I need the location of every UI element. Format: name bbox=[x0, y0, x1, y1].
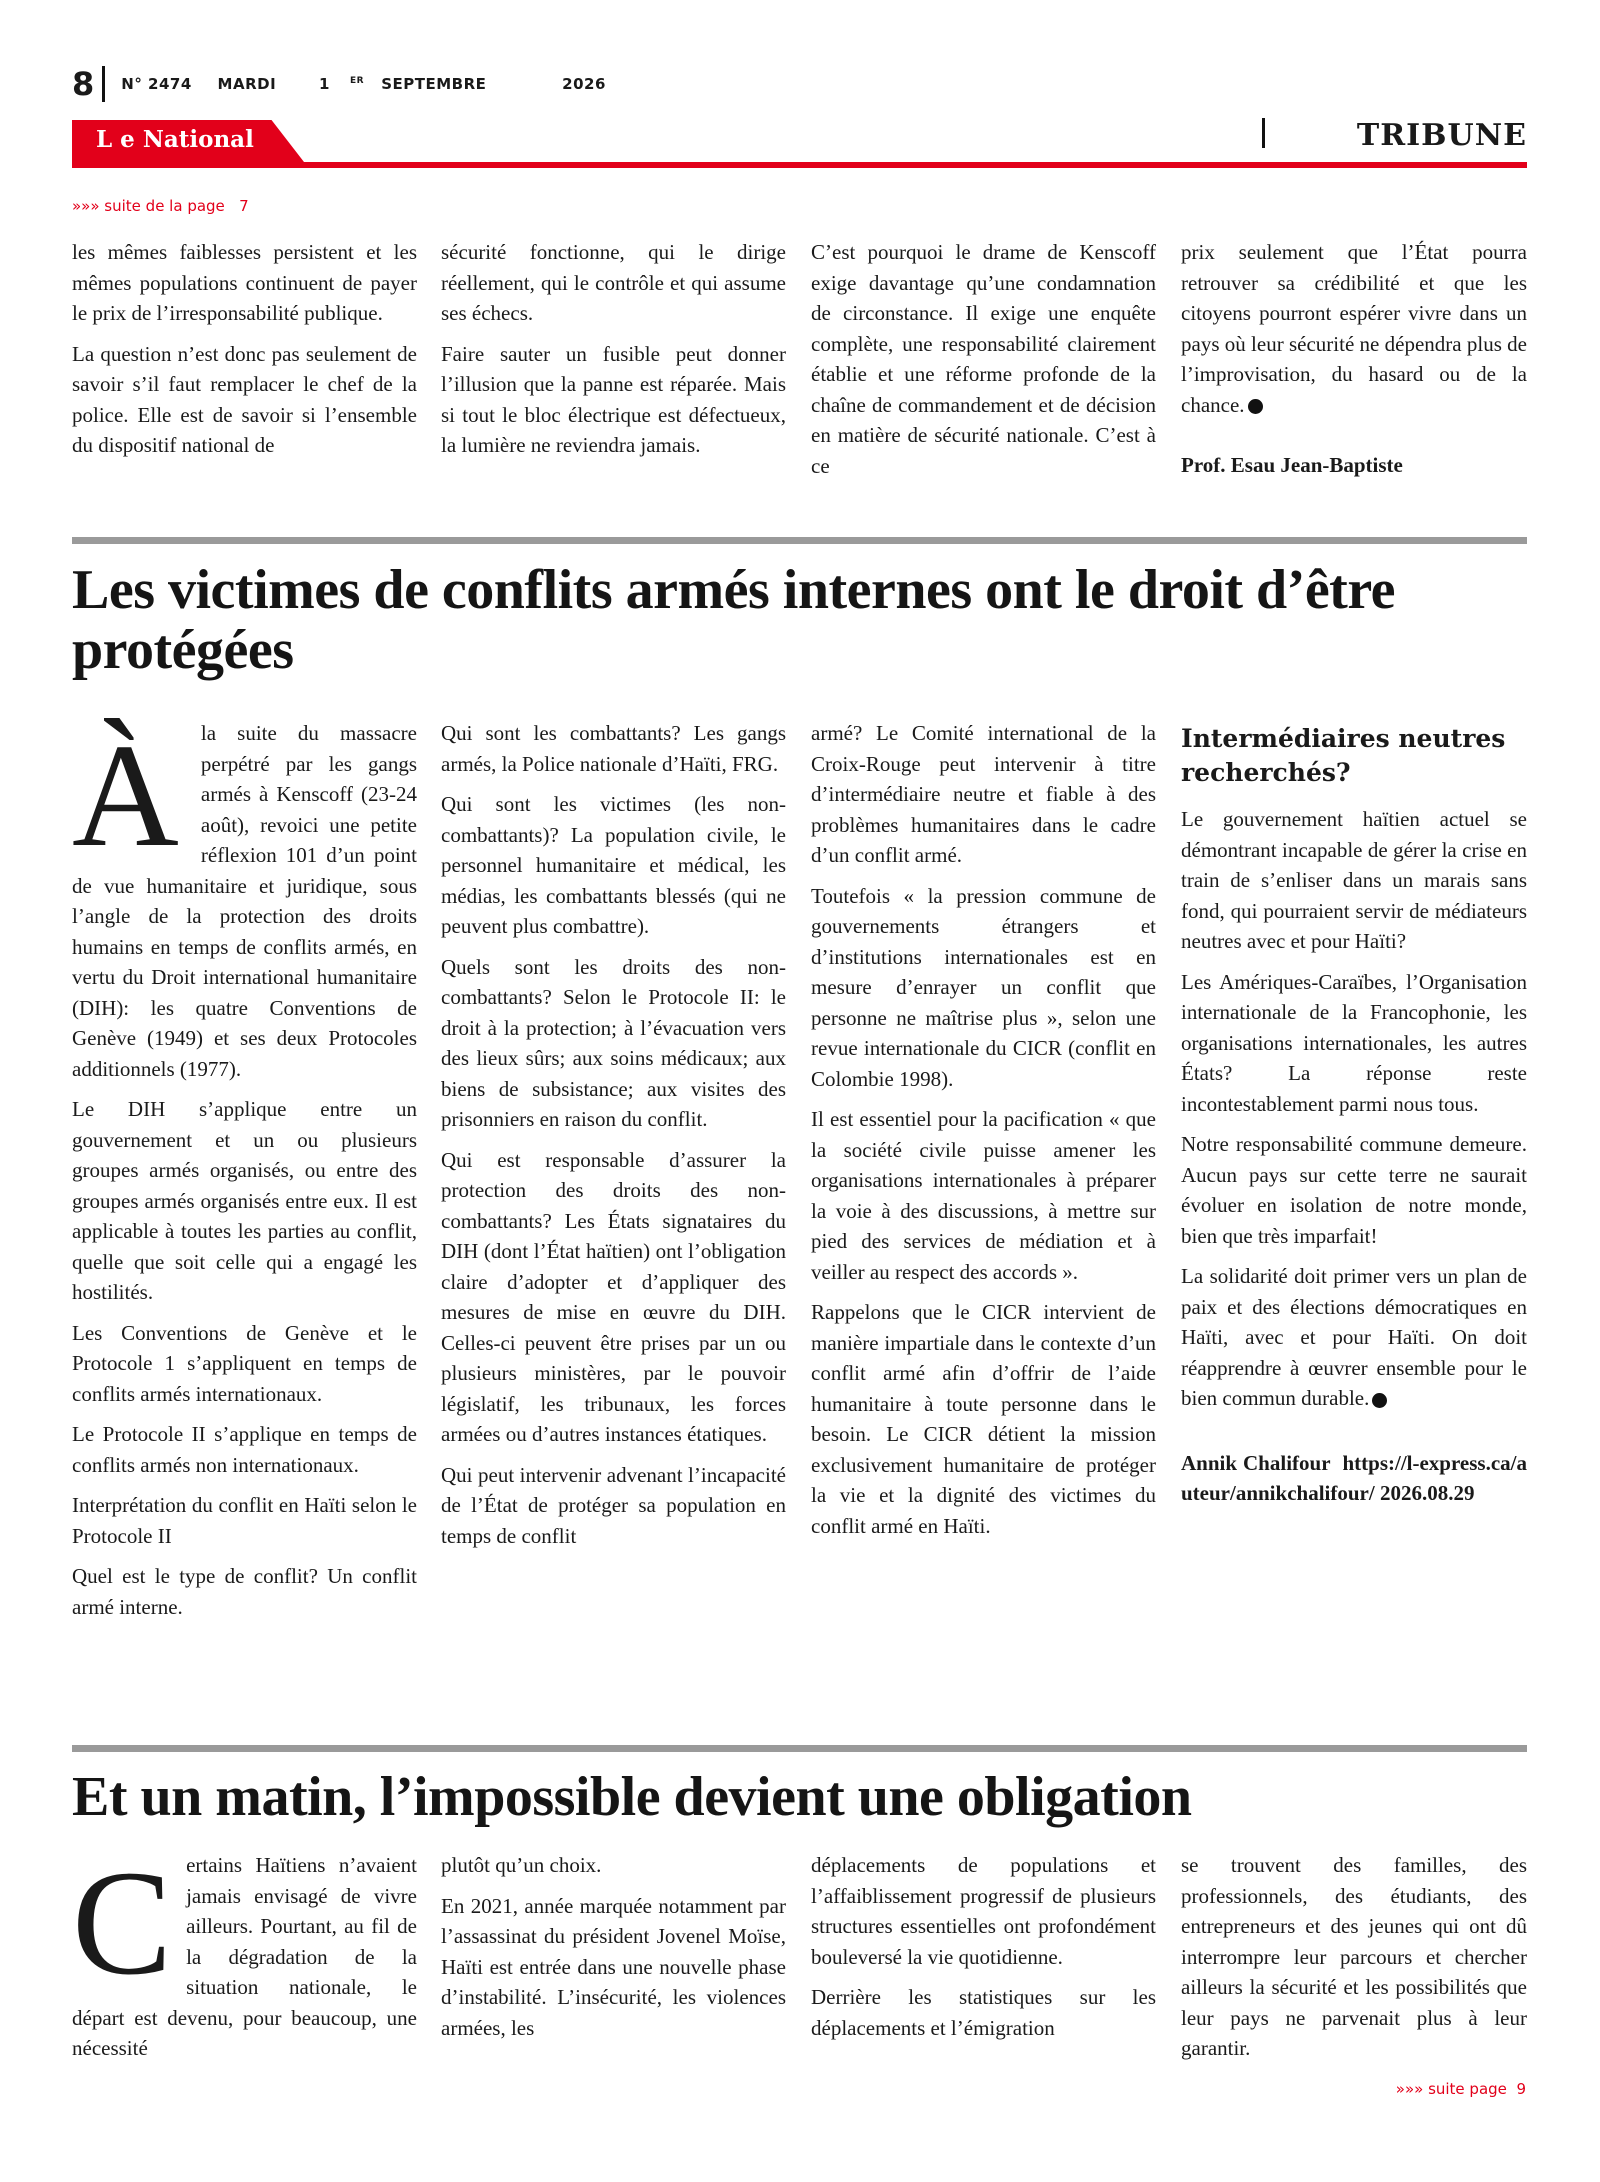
issue-number: N° 2474 bbox=[121, 75, 192, 93]
byline bbox=[1181, 1448, 1527, 1509]
continued-from bbox=[72, 197, 249, 215]
paragraph-text: prix seulement que l’État pourra retrouver sa crédibilité et que les citoyens pourront espérer vivre dans un pays où leur sécurité ne dépendra plus de l’improvisation, du hasard ou de la chance. bbox=[1181, 240, 1527, 417]
continued-from-page: 7 bbox=[239, 197, 249, 215]
page-number: 8 bbox=[72, 65, 95, 103]
date-day: 1 bbox=[319, 75, 330, 93]
section-title: TRIBUNE bbox=[1356, 118, 1527, 153]
headline: Les victimes de conflits armés internes ont le droit d’être protégées bbox=[72, 559, 1396, 681]
paragraph: armé? Le Comité international de la Croix-Rouge peut intervenir à titre d’intermédiaire neutre et fiable à des problèmes humanitaires dans le cadre d’un conflit armé. bbox=[811, 721, 1156, 867]
end-mark-icon bbox=[1372, 1393, 1387, 1408]
header-rule bbox=[72, 162, 1527, 168]
paragraph: Les Conventions de Genève et le Protocole 1 s’appliquent en temps de conflits armés internationaux. bbox=[72, 1320, 417, 1406]
paragraph: Derrière les statistiques sur les déplacements et l’émigration bbox=[811, 1985, 1156, 2040]
drop-cap: C bbox=[72, 1840, 173, 2006]
paragraph-text: la suite du massacre perpétré par les gangs armés à Kenscoff (23-24 août), revoici une petite réflexion 101 d’un point de vue humanitaire et juridique, sous l’angle de la protection des droits humains en temps de conflits armés, en vertu du Droit international humanitaire (DIH): les quatre Conventions de Genève (1949) et ses deux Protocoles additionnels (1977). bbox=[72, 721, 417, 1081]
date-year: 2026 bbox=[562, 75, 606, 93]
paragraph: Le gouvernement haïtien actuel se démontrant incapable de gérer la crise en train de s’enliser dans un marais sans fond, qui pourraient servir de médiateurs neutres avec et pour Haïti? bbox=[1181, 807, 1527, 953]
section-divider bbox=[1262, 118, 1265, 148]
paragraph: Interprétation du conflit en Haïti selon le Protocole II bbox=[72, 1493, 417, 1548]
article2-column-2 bbox=[441, 718, 786, 1561]
paragraph bbox=[1181, 237, 1527, 420]
author-name: Annik Chalifour bbox=[1181, 1450, 1331, 1475]
headline: Et un matin, l’impossible devient une obligation bbox=[72, 1766, 1192, 1828]
article3-column-2 bbox=[441, 1850, 786, 2053]
paragraph: Le DIH s’applique entre un gouvernement et un ou plusieurs groupes armés organisés, ou entre des groupes armés organisés entre eux. Il est applicable à toutes les parties au conflit, quelle que soit celle qui a engagé les hostilités. bbox=[72, 1097, 417, 1304]
paragraph: se trouvent des familles, des professionnels, des étudiants, des entrepreneurs et des jeunes qui ont dû interrompre leur parcours et chercher ailleurs la sécurité et les possibilités que leur pays ne parvenait plus à leur garantir. bbox=[1181, 1853, 1527, 2060]
article1-column-3 bbox=[811, 237, 1156, 491]
author-url[interactable]: https://l-express.ca/auteur/annikchalifour/ bbox=[1181, 1450, 1528, 1505]
article2-column-4 bbox=[1181, 722, 1527, 1519]
paragraph: Rappelons que le CICR intervient de manière impartiale dans le contexte d’un conflit armé afin d’offrir de l’aide humanitaire à toute personne dans le besoin. Le CICR détient la mission exclusivement humanitaire de protéger la vie et la dignité des victimes du conflit armé en Haïti. bbox=[811, 1300, 1156, 1538]
paragraph: les mêmes faiblesses persistent et les mêmes populations continuent de payer le prix de l’irresponsabilité publique. bbox=[72, 240, 417, 325]
date-month: SEPTEMBRE bbox=[381, 75, 487, 93]
paragraph bbox=[72, 1840, 417, 2064]
continued-to-page: 9 bbox=[1516, 2080, 1526, 2098]
byline: Prof. Esau Jean-Baptiste bbox=[1181, 453, 1403, 477]
brand-logo: L e National bbox=[96, 126, 254, 153]
date-weekday: MARDI bbox=[217, 75, 277, 93]
paragraph: En 2021, année marquée notamment par l’assassinat du président Jovenel Moïse, Haïti est entrée dans une nouvelle phase d’instabilité. L’insécurité, les violences armées, les bbox=[441, 1893, 786, 2040]
continued-to-label: »»» suite page bbox=[1395, 2080, 1507, 2098]
continued-to[interactable] bbox=[1396, 2080, 1526, 2098]
article1-column-1 bbox=[72, 237, 417, 471]
paragraph: déplacements de populations et l’affaiblissement progressif de plusieurs structures essentielles ont profondément bouleversé la vie quotidienne. bbox=[811, 1853, 1156, 1969]
paragraph bbox=[1181, 1261, 1527, 1414]
paragraph: Toutefois « la pression commune de gouvernements étrangers et d’institutions internationales est en mesure d’enrayer un conflit que personne ne maîtrise plus », selon une revue internationale du CICR (conflit en Colombie 1998). bbox=[811, 883, 1156, 1091]
issue-info bbox=[121, 75, 626, 93]
paragraph: Qui sont les victimes (les non-combattants)? La population civile, le personnel humanitaire et médical, les médias, les combattants blessés (qui ne peuvent plus combattre). bbox=[441, 792, 786, 938]
date bbox=[218, 75, 507, 93]
paragraph: plutôt qu’un choix. bbox=[441, 1853, 602, 1877]
author-date: 2026.08.29 bbox=[1379, 1481, 1475, 1505]
article-separator bbox=[72, 537, 1527, 544]
paragraph: La question n’est donc pas seulement de savoir s’il faut remplacer le chef de la police. Elle est de savoir si l’ensemble du dispositif national de bbox=[72, 341, 417, 457]
folio-divider bbox=[102, 66, 105, 102]
article1-column-4 bbox=[1181, 237, 1527, 491]
paragraph: Qui est responsable d’assurer la protection des droits des non-combattants? Les États signataires du DIH (dont l’État haïtien) ont l’obligation claire d’adopter et d’appliquer des mesures de mise en œuvre du DIH. Celles-ci peuvent être prises par un ou plusieurs ministères, par le pouvoir législatif, les tribunaux, les forces armées ou d’autres instances étatiques. bbox=[441, 1147, 786, 1446]
paragraph: Il est essentiel pour la pacification « que la société civile puisse amener les organisations internationales à préparer la voie à des discussions, à mettre sur pied des services de médiation et à veiller au respect des accords ». bbox=[811, 1107, 1156, 1284]
paragraph-text: ertains Haïtiens n’avaient jamais envisagé de vivre ailleurs. Pourtant, au fil de la dégradation de la situation nationale, le départ est devenu, pour beaucoup, une nécessité bbox=[72, 1853, 417, 2060]
continued-from-label: »»» suite de la page bbox=[72, 197, 225, 215]
article1-column-2 bbox=[441, 237, 786, 471]
article2-column-3 bbox=[811, 718, 1156, 1551]
paragraph-text: La solidarité doit primer vers un plan de paix et des élections démocratiques en Haïti, avec et pour Haïti. On doit réapprendre à œuvrer ensemble pour le bien commun durable. bbox=[1181, 1264, 1527, 1410]
paragraph bbox=[72, 714, 417, 1084]
paragraph: Quel est le type de conflit? Un conflit armé interne. bbox=[72, 1564, 417, 1619]
article3-column-4 bbox=[1181, 1850, 1527, 2074]
date-day-suffix: ER bbox=[349, 76, 365, 86]
paragraph: Les Amériques-Caraïbes, l’Organisation internationale de la Francophonie, les organisations internationales, les autres États? La réponse reste incontestablement parmi nous tous. bbox=[1181, 969, 1527, 1116]
article-separator bbox=[72, 1745, 1527, 1752]
paragraph: Le Protocole II s’applique en temps de conflits armés non internationaux. bbox=[72, 1422, 417, 1477]
article3-column-1 bbox=[72, 1840, 417, 2074]
end-mark-icon bbox=[1248, 399, 1263, 414]
paragraph: Qui sont les combattants? Les gangs armés, la Police nationale d’Haïti, FRG. bbox=[441, 721, 786, 776]
paragraph: Qui peut intervenir advenant l’incapacité de l’État de protéger sa population en temps de conflit bbox=[441, 1462, 786, 1548]
subheading: Intermédiaires neutres recherchés? bbox=[1181, 724, 1506, 787]
article2-column-1 bbox=[72, 714, 417, 1632]
masthead-strip bbox=[72, 118, 1527, 168]
paragraph: Faire sauter un fusible peut donner l’illusion que la panne est réparée. Mais si tout le bloc électrique est défectueux, la lumière ne reviendra jamais. bbox=[441, 341, 786, 457]
drop-cap: À bbox=[72, 714, 179, 878]
paragraph: sécurité fonctionne, qui le dirige réellement, qui le contrôle et qui assume ses échecs. bbox=[441, 240, 786, 325]
paragraph: Quels sont les droits des non-combattants? Selon le Protocole II: le droit à la protection; à l’évacuation vers des lieux sûrs; aux soins médicaux; aux biens de subsistance; aux visites des prisonniers en raison du conflit. bbox=[441, 954, 786, 1131]
folio bbox=[72, 64, 626, 104]
paragraph: Notre responsabilité commune demeure. Aucun pays sur cette terre ne saurait évoluer en isolation de notre monde, bien que très imparfait! bbox=[1181, 1132, 1527, 1248]
article3-column-3 bbox=[811, 1850, 1156, 2053]
paragraph: C’est pourquoi le drame de Kenscoff exige davantage qu’une condamnation de circonstance. Il exige une enquête complète, une responsabilité clairement établie et une réforme profonde de la chaîne de commandement et de décision en matière de sécurité nationale. C’est à ce bbox=[811, 240, 1156, 478]
